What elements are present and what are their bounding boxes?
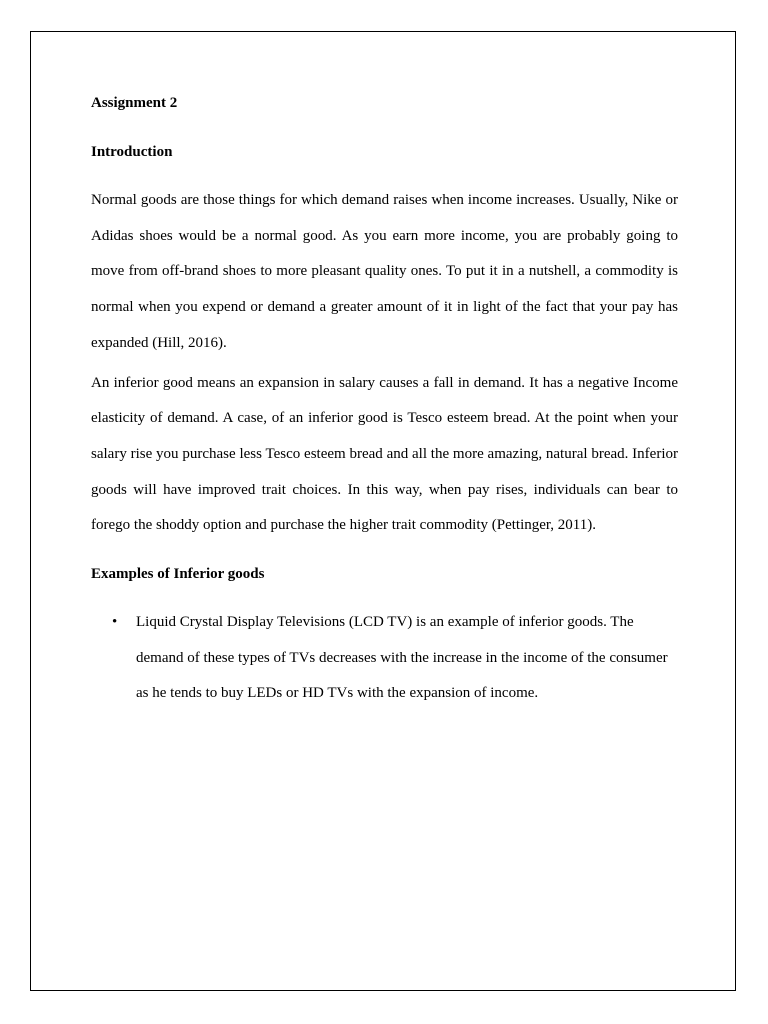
section-heading-examples: Examples of Inferior goods — [91, 566, 265, 583]
list-item-text: Liquid Crystal Display Televisions (LCD TV) is an example of inferior goods. The demand of these types of TVs decreases with the increase in the income of the consumer as he tends to buy LEDs or HD TVs with the expansion of income. — [136, 614, 668, 702]
paragraph-normal-goods: Normal goods are those things for which demand raises when income increases. Usually, Nike or Adidas shoes would be a normal good. As you earn more income, you are probably going to move from off-brand shoes to more pleasant quality ones. To put it in a nutshell, a commodity is normal when you expend or demand a greater amount of it in light of the fact that your pay has expanded (Hill, 2016). — [91, 192, 678, 351]
examples-list — [91, 605, 678, 712]
list-item — [91, 605, 678, 712]
document-page — [30, 31, 736, 991]
page-content — [91, 93, 678, 712]
paragraph-inferior-goods: An inferior good means an expansion in salary causes a fall in demand. It has a negative Income elasticity of demand. A case, of an inferior good is Tesco esteem bread. At the point when your salary rise you purchase less Tesco esteem bread and all the more amazing, natural bread. Inferior goods will have improved trait choices. In this way, when pay rises, individuals can bear to forego the shoddy option and purchase the higher trait commodity (Pettinger, 2011). — [91, 374, 678, 534]
document-title: Assignment 2 — [91, 95, 178, 111]
section-heading-introduction: Introduction — [91, 144, 173, 160]
bullet-icon: • — [112, 614, 118, 631]
